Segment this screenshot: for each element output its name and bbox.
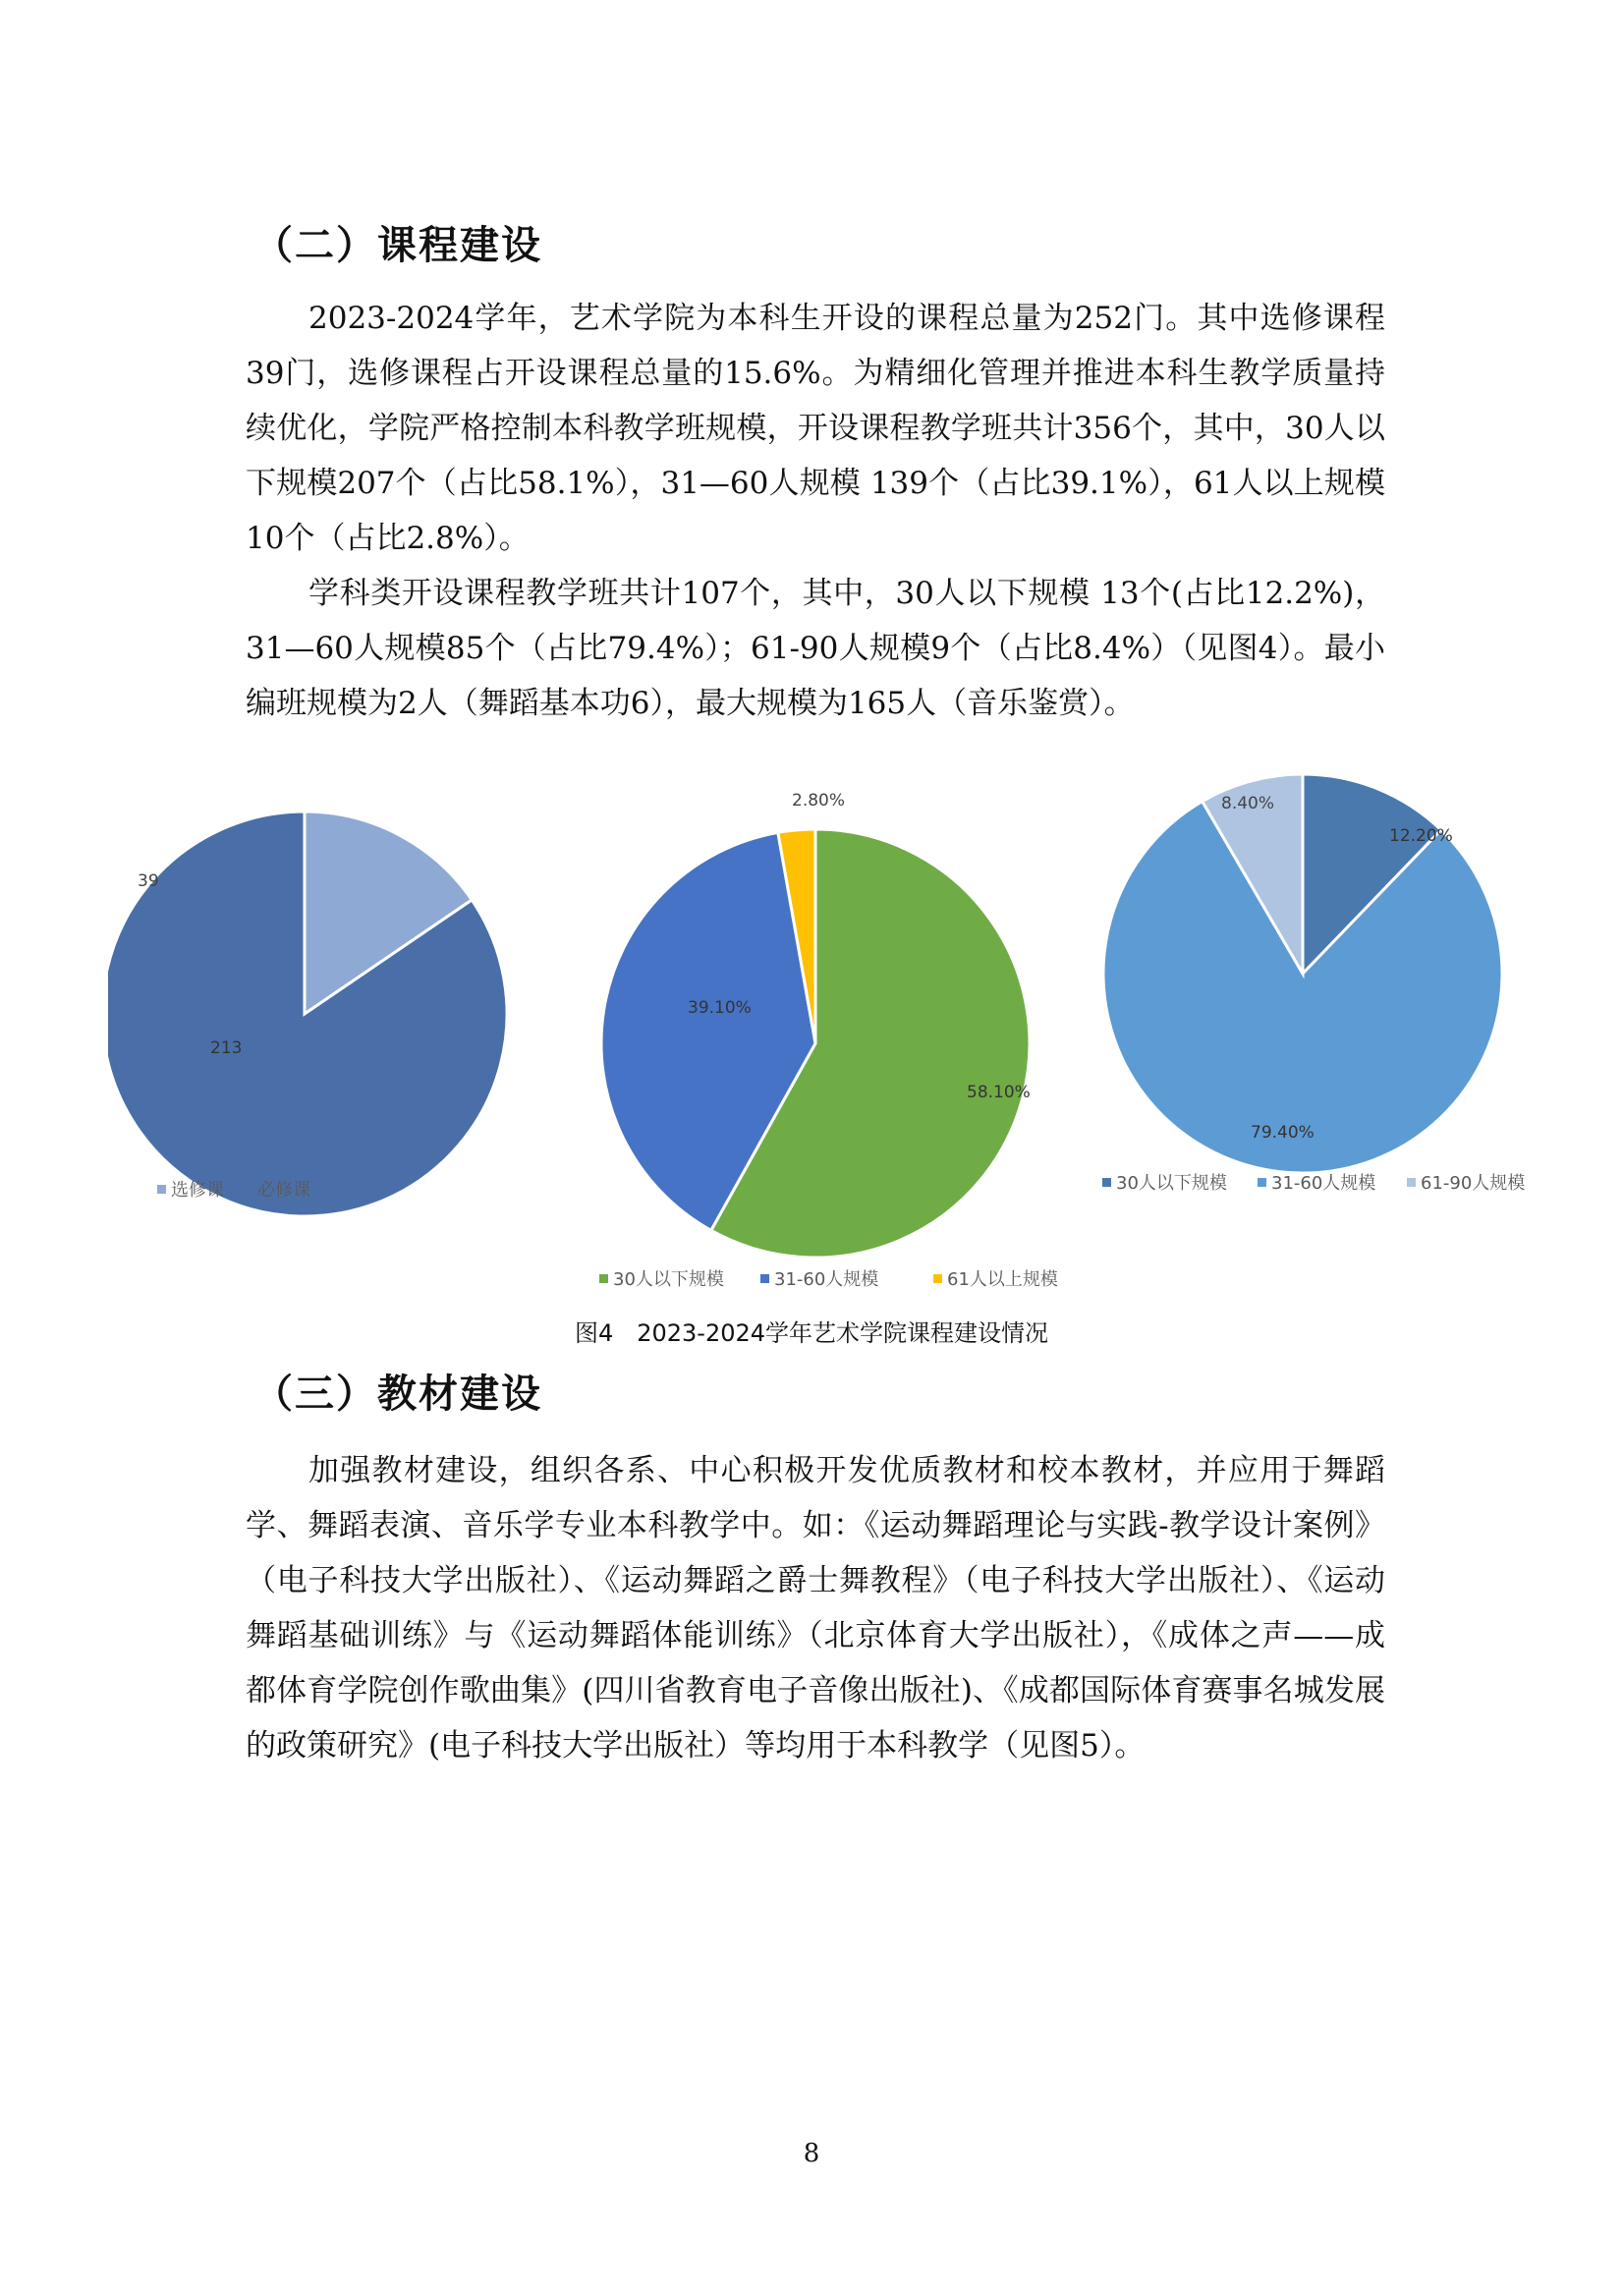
chart-3-legend-swatch-2 bbox=[1258, 1178, 1266, 1187]
section-3-paragraph-1: 加强教材建设，组织各系、中心积极开发优质教材和校本教材，并应用于舞蹈学、舞蹈表演、音乐学专业本科教学中。如：《运动舞蹈理论与实践-教学设计案例》（电子科技大学出版社）、《运动舞蹈之爵士舞教程》（电子科技大学出版社）、《运动舞蹈基础训练》与《运动舞蹈体能训练》（北京体育大学出版社），《成体之声——成都体育学院创作歌曲集》(四川省教育电子音像出版社)、《成都国际体育赛事名城发展的政策研究》(电子科技大学出版社）等均用于本科教学（见图5）。 bbox=[246, 1453, 1385, 1764]
section-2-paragraph-2: 学科类开设课程教学班共计107个，其中，30人以下规模 13个(占比12.2%)，31—60人规模85个（占比79.4%）；61-90人规模9个（占比8.4%）（见图4）。最小编班规模为2人（舞蹈基本功6），最大规模为165人（音乐鉴赏）。 bbox=[246, 576, 1385, 721]
chart-3-data-label-1: 12.20% bbox=[1389, 826, 1453, 846]
chart-2-legend-swatch-3 bbox=[933, 1274, 942, 1283]
chart-3-legend bbox=[1102, 1173, 1525, 1194]
chart-class-size-all bbox=[570, 776, 1120, 1297]
page-number: 8 bbox=[803, 2139, 820, 2168]
chart-2-legend-swatch-2 bbox=[760, 1274, 769, 1283]
chart-3-legend-label-2: 31-60人规模 bbox=[1271, 1173, 1376, 1194]
chart-1-legend-label-1: 选修课 bbox=[171, 1180, 224, 1201]
chart-1-legend-swatch-1 bbox=[157, 1185, 166, 1194]
chart-2-slices bbox=[601, 829, 1030, 1258]
chart-1-data-label-2: 213 bbox=[210, 1038, 243, 1058]
chart-course-type bbox=[108, 766, 540, 1218]
figure-caption: 图4 2023-2024学年艺术学院课程建设情况 bbox=[574, 1319, 1049, 1347]
section-2-paragraph-1: 2023-2024学年，艺术学院为本科生开设的课程总量为252门。其中选修课程39门，选修课程占开设课程总量的15.6%。为精细化管理并推进本科生教学质量持续优化，学院严格控制本科教学班规模，开设课程教学班共计356个，其中，30人以下规模207个（占比58.1%），31—60人规模 139个（占比39.1%），61人以上规模10个（占比2.8%）。 bbox=[246, 301, 1385, 556]
section-3-title: （三）教材建设 bbox=[253, 1372, 542, 1417]
chart-1-data-label-1: 39 bbox=[138, 871, 159, 891]
chart-3-legend-swatch-3 bbox=[1407, 1178, 1416, 1187]
chart-2-legend-label-1: 30人以下规模 bbox=[613, 1269, 724, 1290]
chart-2-data-label-1: 58.10% bbox=[967, 1083, 1031, 1102]
chart-1-slices bbox=[108, 812, 507, 1216]
chart-3-data-label-2: 79.40% bbox=[1251, 1123, 1315, 1143]
chart-3-data-label-3: 8.40% bbox=[1221, 794, 1275, 813]
chart-2-legend-label-3: 61人以上规模 bbox=[947, 1269, 1058, 1290]
chart-3-legend-label-1: 30人以下规模 bbox=[1116, 1173, 1227, 1194]
chart-1-legend-label-2: 必修课 bbox=[257, 1180, 310, 1201]
section-2-body bbox=[246, 291, 1385, 731]
chart-3-legend-swatch-1 bbox=[1102, 1178, 1111, 1187]
section-2-title: （二）课程建设 bbox=[253, 223, 542, 268]
chart-class-size-discipline bbox=[1081, 766, 1552, 1199]
chart-3-legend-label-3: 61-90人规模 bbox=[1421, 1173, 1526, 1194]
chart-2-legend bbox=[599, 1269, 1058, 1290]
chart-2-legend-swatch-1 bbox=[599, 1274, 608, 1283]
chart-1-legend-swatch-2 bbox=[244, 1185, 252, 1194]
section-3-body bbox=[246, 1443, 1385, 1773]
chart-2-data-label-2: 39.10% bbox=[688, 998, 752, 1018]
chart-2-legend-label-2: 31-60人规模 bbox=[774, 1269, 879, 1290]
chart-2-data-label-3: 2.80% bbox=[792, 791, 846, 811]
